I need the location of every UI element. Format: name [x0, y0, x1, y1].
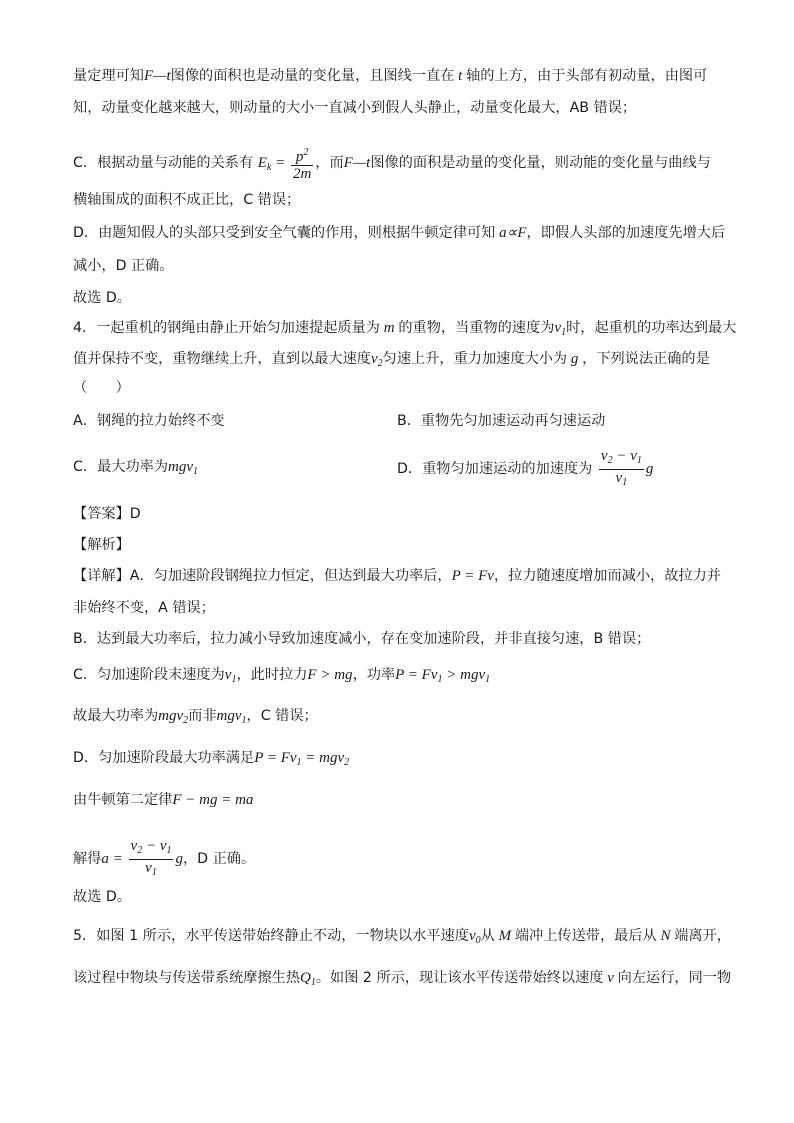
math-accel-fraction: $\frac{v_2 - v_1}{v_1}$ g [600, 448, 654, 488]
detail-D-line2: 由牛顿第二定律F − mg = ma [73, 792, 254, 808]
q4-line2: 值并保持不变，重物继续上升，直到以最大速度$v_2$匀速上升，重力加速度大小为 g ，下列说法正确的是 [73, 351, 710, 369]
detail-D-line3: 解得a = $\frac{v_2 - v_1}{v_1}$ g，D 正确。 [73, 838, 256, 878]
detail-C-line1: C．匀加速阶段末速度为$v_1$，此时拉力F > mg，功率$P = Fv_1 > mgv_1$ [73, 667, 491, 685]
detail-B: B．达到最大功率后，拉力减小导致加速度减小，存在变加速阶段，并非直接匀速，B 错误； [73, 631, 651, 647]
choice-d: D．重物匀加速运动的加速度为 $\frac{v_2 - v_1}{v_1}$ g [397, 448, 654, 488]
detail-D-line1: D．匀加速阶段最大功率满足$P = Fv_1 = mgv_2$ [73, 750, 350, 768]
q5-line1: 5．如图 1 所示，水平传送带始终静止不动，一物块以水平速度$v_0$从 M 端冲上传送带，最后从 N 端离开， [73, 928, 731, 946]
pick-line-2: 故选 D。 [73, 889, 131, 905]
para1-line1: 量定理可知F—t图像的面积也是动量的变化量，且图线一直在 t 轴的上方，由于头部有初动量，由图可 [73, 68, 708, 84]
detail-C-line2: 故最大功率为mgv$_2$而非mgv$_1$，C 错误； [73, 708, 318, 726]
optC-expl-line1: C．根据动量与动能的关系有 $E_k$ = $\frac{p^2}{2m}$ ，而F—t图像的面积是动量的变化量，则动能的变化量与曲线与 [73, 147, 711, 182]
choice-b: B．重物先匀加速运动再匀速运动 [397, 413, 606, 429]
q5-line2: 该过程中物块与传送带系统摩擦生热$Q_1$。如图 2 所示，现让该水平传送带始终以速度 v 向左运行，同一物 [73, 970, 732, 988]
math-f-t: F—t [143, 68, 171, 84]
optD-expl-line2: 减小，D 正确。 [73, 258, 174, 274]
detail-A-line2: 非始终不变，A 错误； [73, 600, 215, 616]
pick-line-1: 故选 D。 [73, 290, 131, 306]
optD-expl-line1: D．由题知假人的头部只受到安全气囊的作用，则根据牛顿定律可知 a∝F，即假人头部的加速度先增大后 [73, 225, 726, 241]
analysis-label: 【解析】 [73, 537, 130, 553]
answer-label: 【答案】D [73, 506, 141, 522]
choice-c: C．最大功率为mgv$_1$ [73, 459, 199, 477]
choice-a: A．钢绳的拉力始终不变 [73, 413, 225, 429]
q4-bracket: （ ） [73, 380, 130, 396]
optC-expl-line2: 横轴围成的面积不成正比，C 错误； [73, 192, 301, 208]
detail-A-line1: 【详解】A．匀加速阶段钢绳拉力恒定，但达到最大功率后，P = Fv，拉力随速度增加而减小，故拉力并 [73, 568, 721, 584]
q4-line1: 4．一起重机的钢绳由静止开始匀加速提起质量为 m 的重物，当重物的速度为$v_1$时，起重机的功率达到最大 [73, 320, 737, 338]
para1-line2: 知，动量变化越来越大，则动量的大小一直减小到假人头静止，动量变化最大，AB 错误； [73, 100, 637, 116]
math-ek-formula: $E_k$ = $\frac{p^2}{2m}$ [257, 147, 312, 182]
